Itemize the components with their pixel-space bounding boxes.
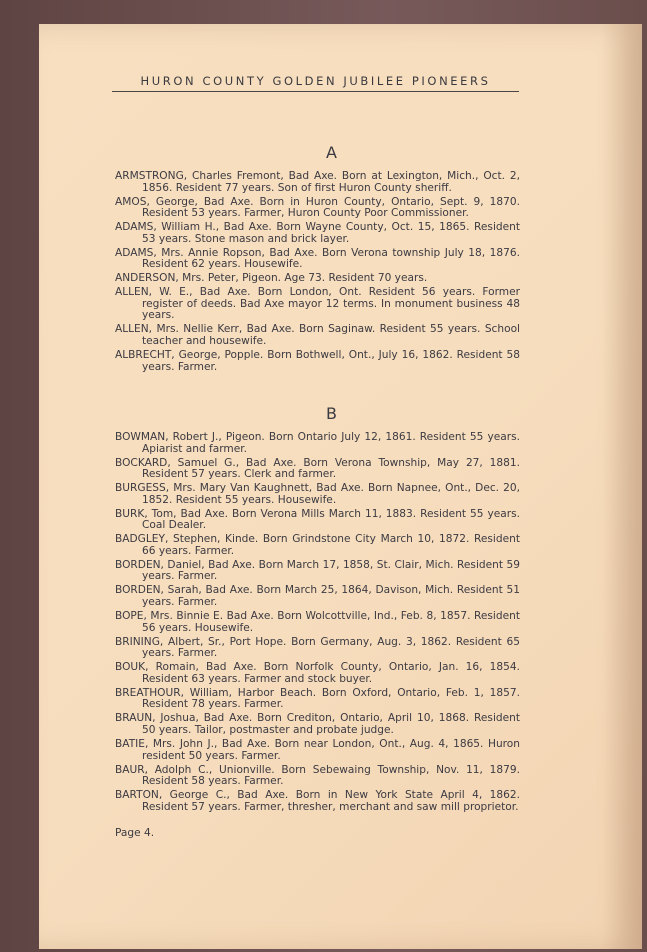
- entry-baur: BAUR, Adolph C., Unionville. Born Sebewaing Township, Nov. 11, 1879. Resident 58 years. Farmer.: [115, 763, 520, 788]
- entry-adams-annie: ADAMS, Mrs. Annie Ropson, Bad Axe. Born Verona township July 18, 1876. Resident 62 years. Housewife.: [115, 246, 520, 271]
- entries-a: [115, 171, 520, 376]
- page-header: HURON COUNTY GOLDEN JUBILEE PIONEERS: [112, 74, 519, 92]
- entry-burgess: BURGESS, Mrs. Mary Van Kaughnett, Bad Axe. Born Napnee, Ont., Dec. 20, 1852. Resident 55 years. Housewife.: [115, 482, 520, 506]
- entry-bope: BOPE, Mrs. Binnie E. Bad Axe. Born Wolcottville, Ind., Feb. 8, 1857. Resident 56 years. Housewife.: [115, 610, 520, 634]
- section-letter-a: A: [326, 143, 337, 162]
- entry-breathour: BREATHOUR, William, Harbor Beach. Born Oxford, Ontario, Feb. 1, 1857. Resident 78 years. Farmer.: [115, 686, 520, 711]
- entry-bowman: BOWMAN, Robert J., Pigeon. Born Ontario July 12, 1861. Resident 55 years. Apiarist and farmer.: [115, 431, 520, 455]
- entry-adams-william: ADAMS, William H., Bad Axe. Born Wayne County, Oct. 15, 1865. Resident 53 years. Stone mason and brick layer.: [115, 221, 520, 245]
- page-number: Page 4.: [115, 827, 155, 839]
- entry-anderson: ANDERSON, Mrs. Peter, Pigeon. Age 73. Resident 70 years.: [115, 272, 428, 285]
- entry-bockard: BOCKARD, Samuel G., Bad Axe. Born Verona Township, May 27, 1881. Resident 57 years. Clerk and farmer.: [115, 456, 520, 481]
- entry-allen-we: ALLEN, W. E., Bad Axe. Born London, Ont. Resident 56 years. Former register of deeds. Bad Axe mayor 12 terms. In monument business 48 years.: [115, 286, 520, 322]
- entry-badgley: BADGLEY, Stephen, Kinde. Born Grindstone City March 10, 1872. Resident 66 years. Farmer.: [115, 533, 520, 557]
- entry-bouk: BOUK, Romain, Bad Axe. Born Norfolk County, Ontario, Jan. 16, 1854. Resident 63 years. Farmer and stock buyer.: [115, 661, 520, 685]
- entry-batie: BATIE, Mrs. John J., Bad Axe. Born near London, Ont., Aug. 4, 1865. Huron resident 50 years. Farmer.: [115, 737, 520, 762]
- entry-armstrong: ARMSTRONG, Charles Fremont, Bad Axe. Born at Lexington, Mich., Oct. 2, 1856. Resident 77 years. Son of first Huron County sheriff.: [115, 170, 520, 194]
- entry-amos: AMOS, George, Bad Axe. Born in Huron County, Ontario, Sept. 9, 1870. Resident 53 years. Farmer, Huron County Poor Commissioner.: [115, 195, 520, 220]
- entry-brining: BRINING, Albert, Sr., Port Hope. Born Germany, Aug. 3, 1862. Resident 65 years. Farmer.: [115, 635, 520, 660]
- section-letter-b: B: [326, 404, 337, 423]
- entry-borden-sarah: BORDEN, Sarah, Bad Axe. Born March 25, 1864, Davison, Mich. Resident 51 years. Farmer.: [115, 584, 520, 609]
- entry-braun: BRAUN, Joshua, Bad Axe. Born Crediton, Ontario, April 10, 1868. Resident 50 years. Tailor, postmaster and probate judge.: [115, 712, 520, 736]
- entries-b: [115, 432, 520, 816]
- entry-burk: BURK, Tom, Bad Axe. Born Verona Mills March 11, 1883. Resident 55 years. Coal Dealer.: [115, 507, 520, 532]
- entry-albrecht: ALBRECHT, George, Popple. Born Bothwell, Ont., July 16, 1862. Resident 58 years. Farmer.: [115, 349, 520, 373]
- entry-borden-daniel: BORDEN, Daniel, Bad Axe. Born March 17, 1858, St. Clair, Mich. Resident 59 years. Farmer.: [115, 558, 520, 583]
- entry-allen-nellie: ALLEN, Mrs. Nellie Kerr, Bad Axe. Born Saginaw. Resident 55 years. School teacher and housewife.: [115, 323, 520, 348]
- entry-barton: BARTON, George C., Bad Axe. Born in New York State April 4, 1862. Resident 57 years. Farmer, thresher, merchant and saw mill proprietor.: [115, 789, 520, 813]
